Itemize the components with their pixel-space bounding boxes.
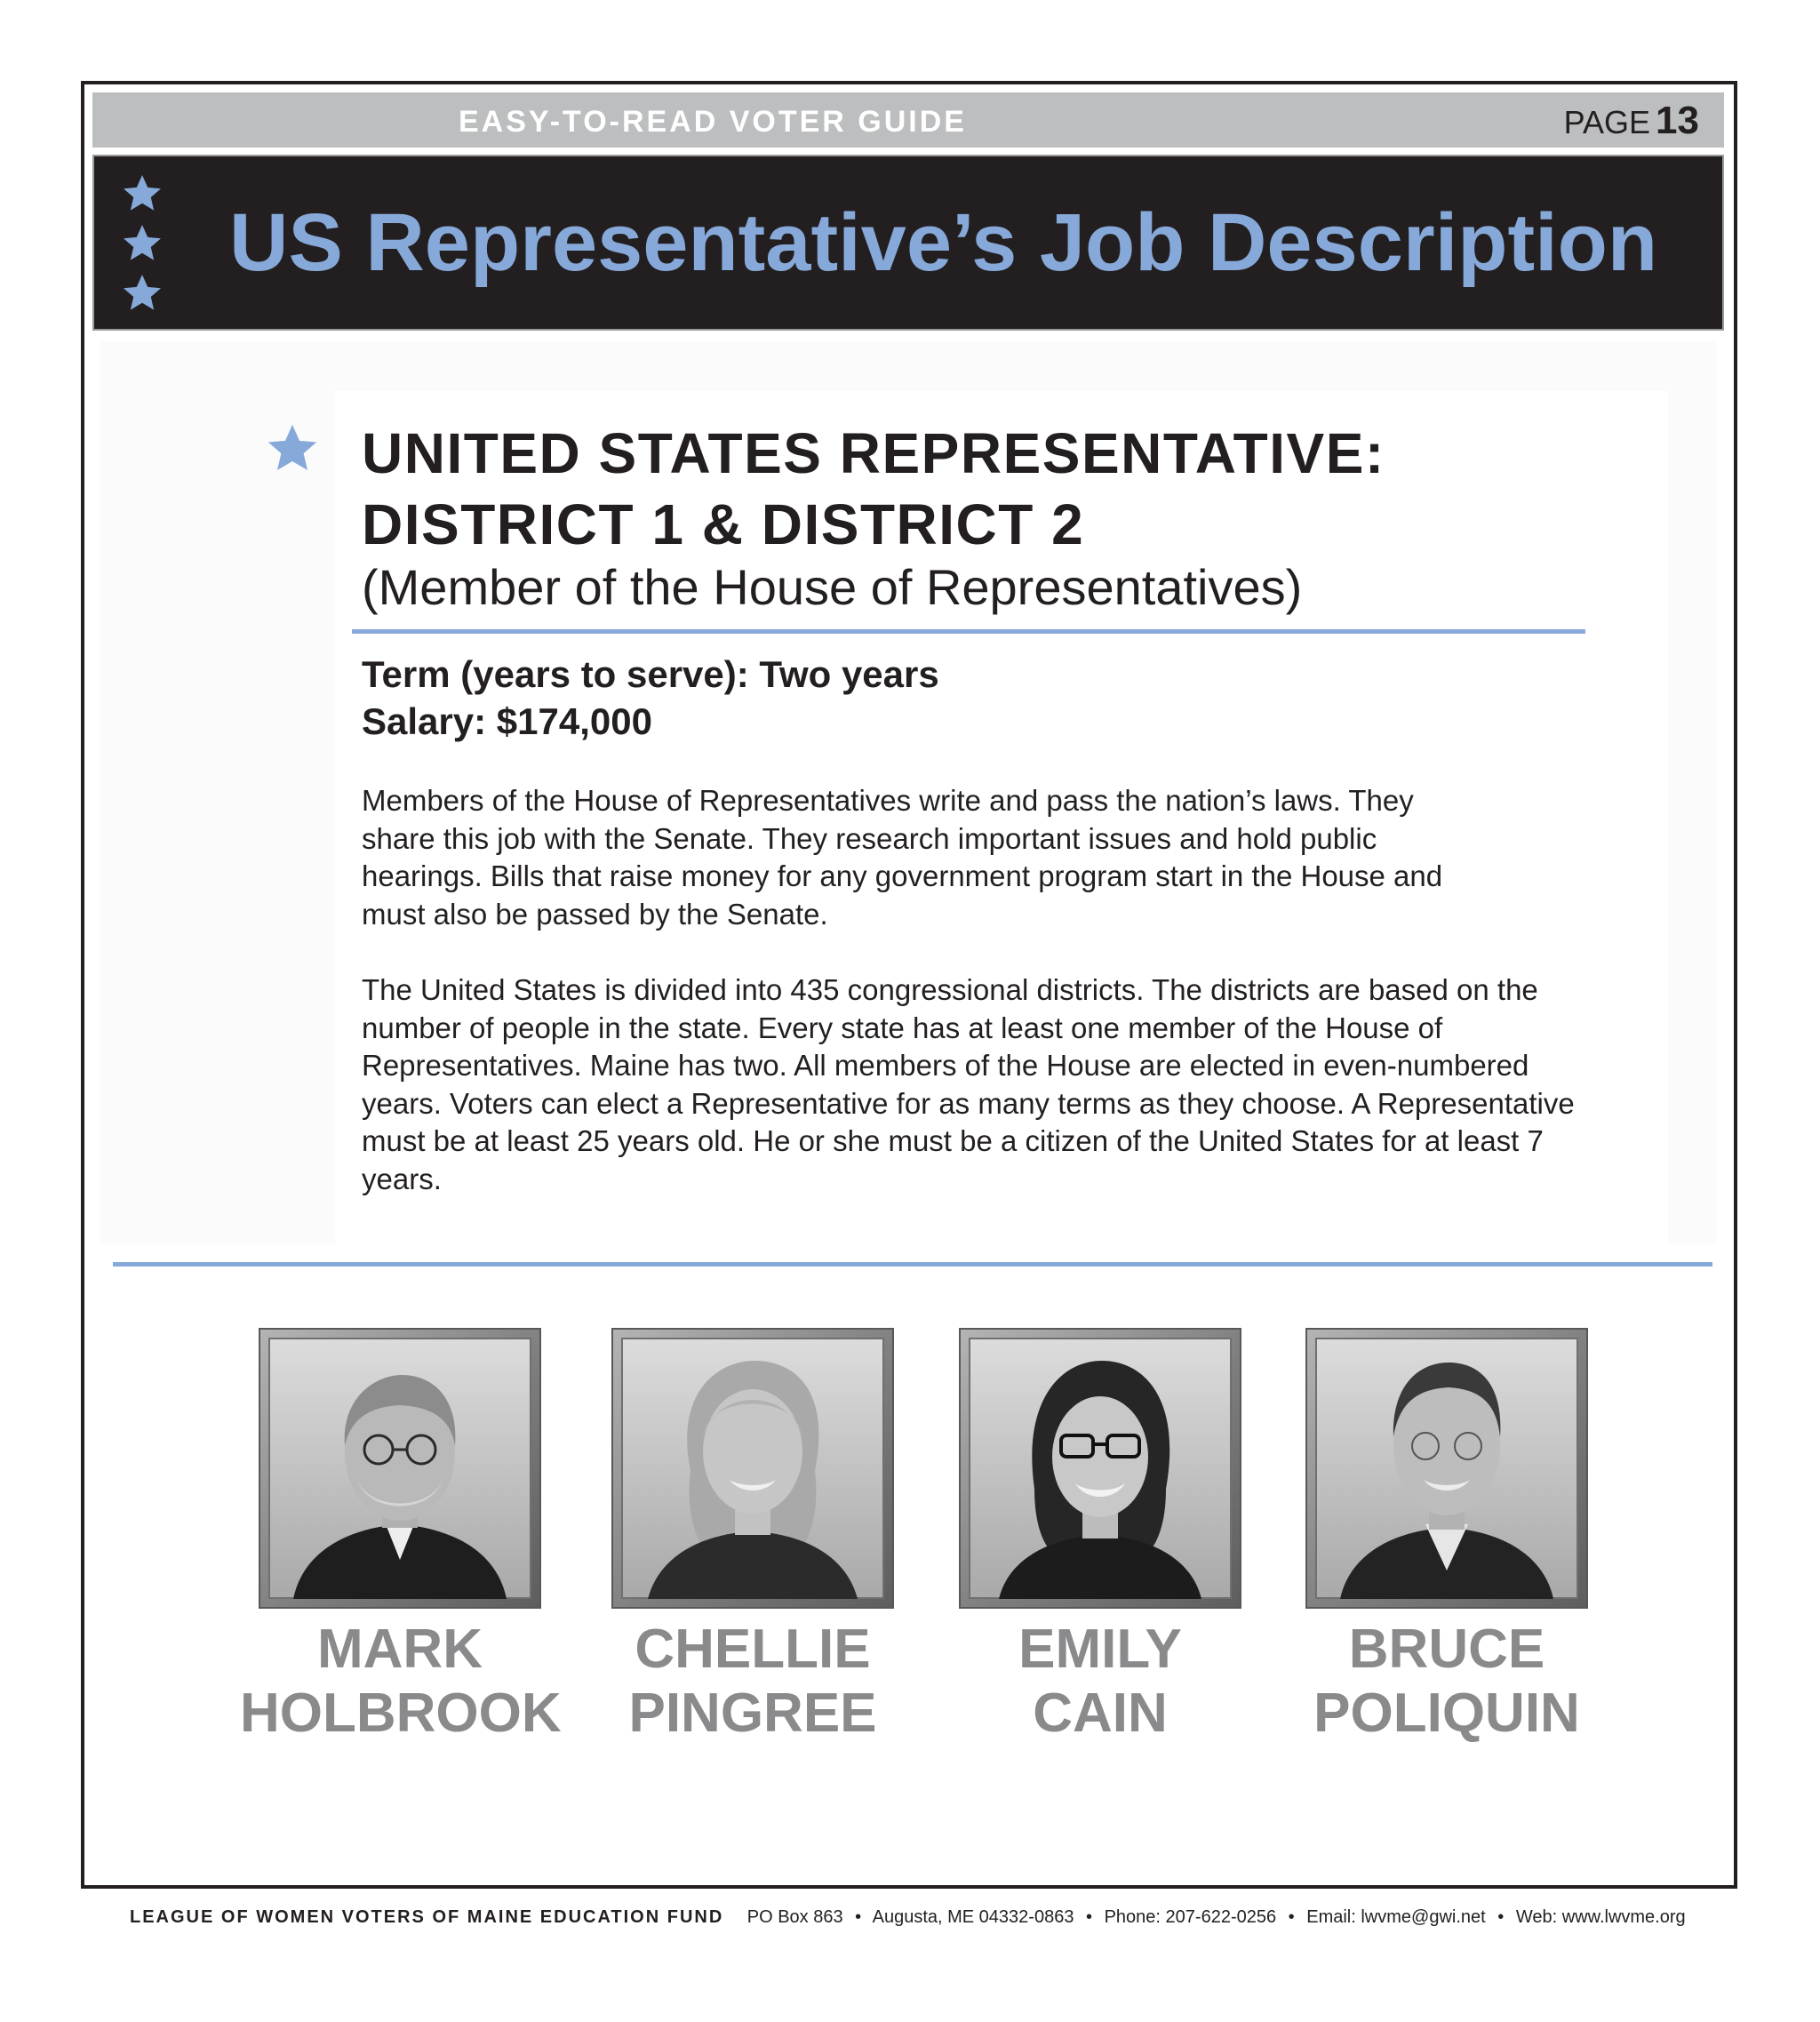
guide-title: EASY-TO-READ VOTER GUIDE (459, 105, 967, 139)
footer-separator: • (1086, 1907, 1093, 1927)
candidate-portrait (268, 1338, 531, 1599)
candidate-first-name: BRUCE (1348, 1618, 1545, 1680)
star-icon (121, 172, 164, 215)
candidate-portrait (969, 1338, 1232, 1599)
section-subheading: (Member of the House of Representatives) (362, 559, 1303, 615)
candidate-first-name: MARK (317, 1618, 483, 1680)
page-title: US Representative’s Job Description (229, 197, 1658, 288)
footer (130, 1904, 1686, 1930)
footer-separator: • (1288, 1907, 1295, 1927)
candidate-photo (611, 1328, 894, 1609)
footer-web: Web: www.lwvme.org (1515, 1907, 1686, 1927)
candidate-photo (1305, 1328, 1588, 1609)
candidate-first-name: CHELLIE (635, 1618, 871, 1680)
section-heading (362, 418, 1606, 560)
footer-contact (747, 1907, 1686, 1927)
divider (352, 629, 1585, 634)
candidate-name (1287, 1618, 1607, 1746)
candidate-portrait (1315, 1338, 1578, 1599)
footer-organization: LEAGUE OF WOMEN VOTERS OF MAINE EDUCATION FUND (130, 1907, 724, 1927)
header-bar (92, 92, 1724, 148)
page-number: 13 (1656, 99, 1699, 142)
candidate-name (593, 1618, 913, 1746)
section-heading-line1: UNITED STATES REPRESENTATIVE: (362, 421, 1385, 485)
section-heading-line2: DISTRICT 1 & DISTRICT 2 (362, 492, 1085, 556)
banner-stars (121, 172, 167, 322)
candidate-photo (959, 1328, 1241, 1609)
candidate-name (940, 1618, 1260, 1746)
candidate-last-name: POLIQUIN (1313, 1682, 1580, 1744)
candidate-last-name: HOLBROOK (240, 1682, 562, 1744)
candidate-photo (259, 1328, 541, 1609)
candidate-last-name: CAIN (1033, 1682, 1168, 1744)
footer-email: Email: lwvme@gwi.net (1306, 1907, 1486, 1927)
candidate-first-name: EMILY (1018, 1618, 1182, 1680)
candidate-last-name: PINGREE (628, 1682, 877, 1744)
title-banner (92, 155, 1724, 331)
footer-separator: • (855, 1907, 862, 1927)
page-label (1564, 92, 1699, 148)
description-paragraph: The United States is divided into 435 congressional districts. The districts are based on the number of people in the state. Every state has at least one member of the House of Representatives. Maine has two. All members of the House are elected in even-numbered years. Voters can elect a Representative for as many terms as they choose. A Representative must be at least 25 years old. He or she must be a citizen of the United States for at least 7 years. (362, 973, 1575, 1195)
description-paragraph: Members of the House of Representatives write and pass the nation’s laws. They share this job with the Senate. They research important issues and hold public hearings. Bills that raise money for any government program start in the House and must also be passed by the Senate. (362, 784, 1443, 931)
footer-city: Augusta, ME 04332-0863 (872, 1907, 1074, 1927)
star-icon (121, 222, 164, 265)
page-label-text: PAGE (1563, 104, 1651, 140)
star-icon (121, 272, 164, 315)
candidate-portrait (621, 1338, 884, 1599)
footer-separator: • (1497, 1907, 1505, 1927)
salary-text: Salary: $174,000 (362, 700, 652, 742)
term-text: Term (years to serve): Two years (362, 653, 939, 695)
footer-po-box: PO Box 863 (746, 1907, 843, 1927)
footer-phone: Phone: 207-622-0256 (1104, 1907, 1277, 1927)
candidate-name (240, 1618, 560, 1746)
star-icon (265, 421, 320, 476)
divider (113, 1262, 1712, 1267)
